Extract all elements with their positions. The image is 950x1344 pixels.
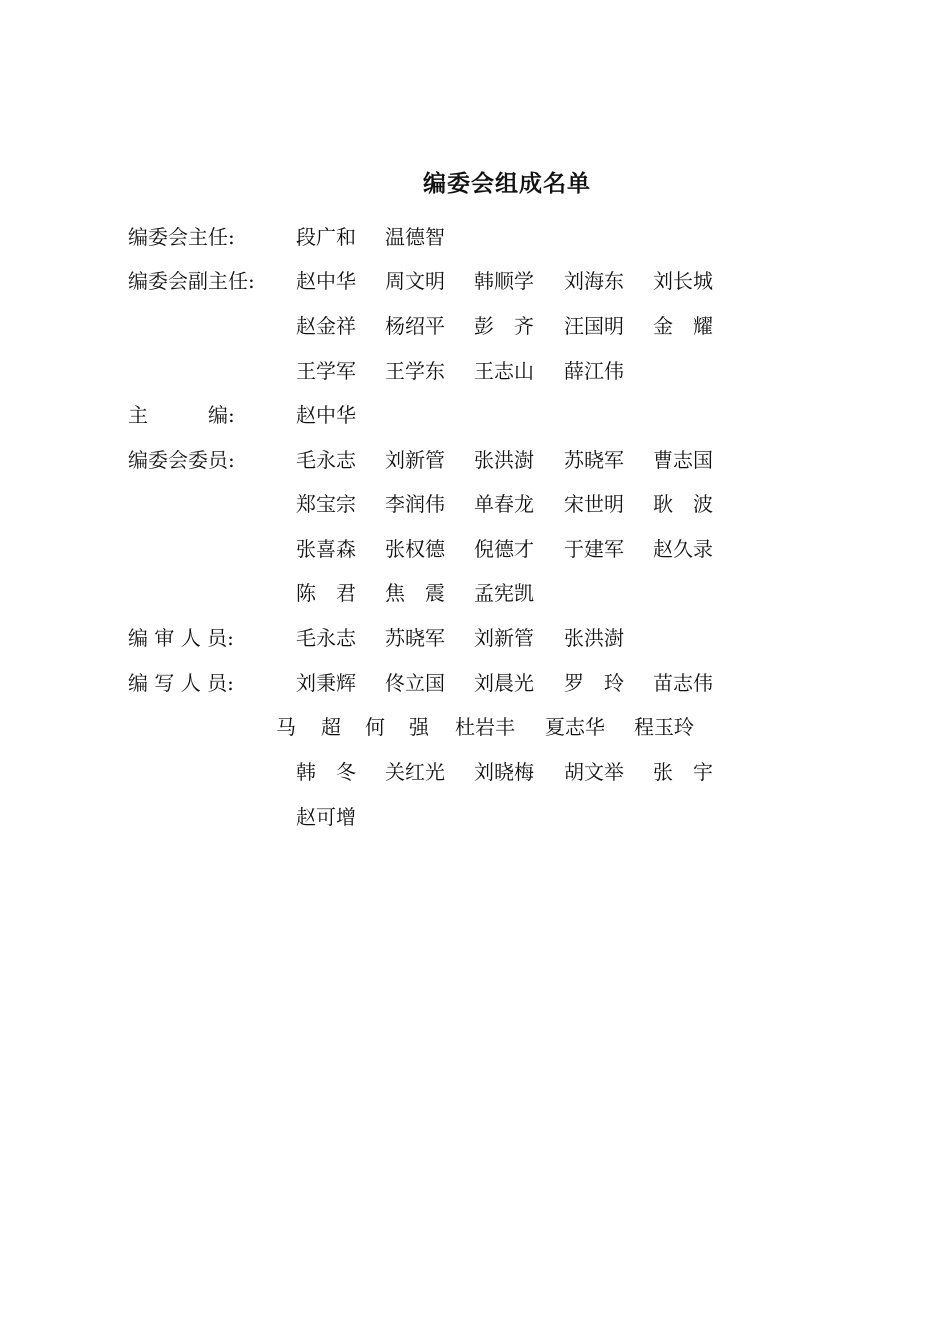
writers-label: 编 写 人 员: xyxy=(128,671,234,695)
writer-name: 杜岩丰 xyxy=(455,715,515,739)
member-name: 单春龙 xyxy=(474,492,534,516)
vice-director-name: 王学东 xyxy=(385,359,445,383)
writer-name: 罗 玲 xyxy=(564,671,624,695)
reviewer-name: 张洪澍 xyxy=(564,626,624,650)
member-name: 赵久录 xyxy=(653,537,713,561)
page-title: 编委会组成名单 xyxy=(423,170,591,197)
vice-director-name: 赵金祥 xyxy=(296,314,356,338)
vice-director-name: 金 耀 xyxy=(653,314,713,338)
vice-director-name: 薛江伟 xyxy=(564,359,624,383)
member-name: 刘新管 xyxy=(385,448,445,472)
chief-editor-name: 赵中华 xyxy=(296,403,356,427)
vice-director-name: 刘长城 xyxy=(653,269,713,293)
writer-name: 赵可增 xyxy=(296,805,356,829)
member-name: 郑宝宗 xyxy=(296,492,356,516)
member-name: 李润伟 xyxy=(385,492,445,516)
writer-name: 佟立国 xyxy=(385,671,445,695)
vice-director-name: 杨绍平 xyxy=(385,314,445,338)
writer-name: 马 xyxy=(276,715,296,739)
vice-director-name: 周文明 xyxy=(385,269,445,293)
vice-director-name: 汪国明 xyxy=(564,314,624,338)
member-name: 苏晓军 xyxy=(564,448,624,472)
reviewer-name: 毛永志 xyxy=(296,626,356,650)
member-name: 陈 君 xyxy=(296,581,356,605)
vice-director-name: 王志山 xyxy=(474,359,534,383)
reviewers-label: 编 审 人 员: xyxy=(128,626,234,650)
vice-director-name: 彭 齐 xyxy=(474,314,534,338)
writer-name: 程玉玲 xyxy=(634,715,694,739)
writer-name: 超 xyxy=(321,715,341,739)
member-name: 宋世明 xyxy=(564,492,624,516)
members-label: 编委会委员: xyxy=(128,448,235,472)
member-name: 孟宪凯 xyxy=(474,581,534,605)
member-name: 张洪澍 xyxy=(474,448,534,472)
member-name: 毛永志 xyxy=(296,448,356,472)
reviewer-name: 刘新管 xyxy=(474,626,534,650)
vice-directors-label: 编委会副主任: xyxy=(128,269,255,293)
writer-name: 何 xyxy=(365,715,385,739)
vice-director-name: 韩顺学 xyxy=(474,269,534,293)
writer-name: 刘晨光 xyxy=(474,671,534,695)
writer-name: 关红光 xyxy=(385,760,445,784)
writer-name: 刘秉辉 xyxy=(296,671,356,695)
directors-label: 编委会主任: xyxy=(128,225,235,249)
chief-editor-label: 主 编: xyxy=(128,403,235,427)
member-name: 于建军 xyxy=(564,537,624,561)
vice-director-name: 刘海东 xyxy=(564,269,624,293)
vice-director-name: 赵中华 xyxy=(296,269,356,293)
member-name: 曹志国 xyxy=(653,448,713,472)
member-name: 张权德 xyxy=(385,537,445,561)
director-name: 温德智 xyxy=(385,225,445,249)
writer-name: 刘晓梅 xyxy=(474,760,534,784)
vice-director-name: 王学军 xyxy=(296,359,356,383)
member-name: 倪德才 xyxy=(474,537,534,561)
writer-name: 张 宇 xyxy=(653,760,713,784)
reviewer-name: 苏晓军 xyxy=(385,626,445,650)
writer-name: 强 xyxy=(409,715,429,739)
member-name: 张喜森 xyxy=(296,537,356,561)
director-name: 段广和 xyxy=(296,225,356,249)
writer-name: 胡文举 xyxy=(564,760,624,784)
member-name: 耿 波 xyxy=(653,492,713,516)
member-name: 焦 震 xyxy=(385,581,445,605)
writer-name: 夏志华 xyxy=(545,715,605,739)
writer-name: 苗志伟 xyxy=(653,671,713,695)
writer-name: 韩 冬 xyxy=(296,760,356,784)
